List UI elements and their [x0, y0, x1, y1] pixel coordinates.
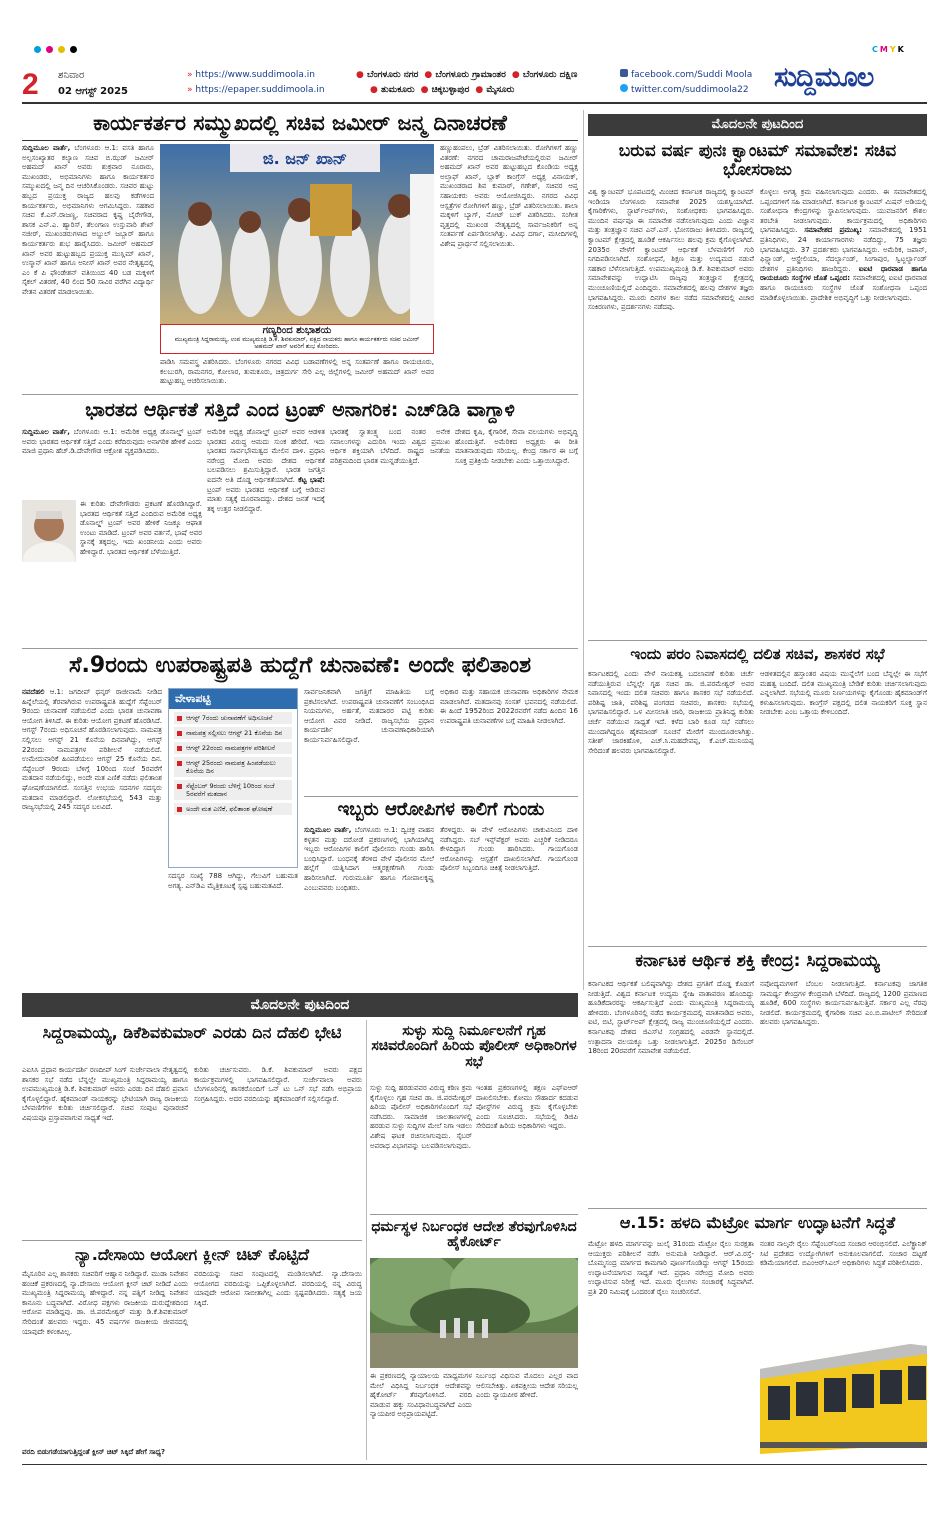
- story2-text-col1: ಸುದ್ದಿಮೂಲ ವಾರ್ತೆ, ಬೆಂಗಳೂರು ಆ.1: ಅಮೆರಿಕ ಅಧ್ಯಕ್ಷ ಡೊನಾಲ್ಡ್ ಟ್ರಂಪ್ ಅವರು ಭಾರತದ ಆರ್ಥಿಕತೆ ಸತ್ತಿದೆ ಎಂದು ಕರೆದಿರುವುದು ಅನಾಗರಿಕ ಹೇಳಿಕೆ ಎಂದು ಮಾಜಿ ಪ್ರಧಾನಿ ಹೆಚ್.ಡಿ.ದೇವೇಗೌಡ ಆಕ್ರೋಶ ವ್ಯಕ್ತಪಡಿಸಿದರು.: [22, 428, 202, 456]
- story2-text-col4: ದೇಶದ ಕೃಷಿ, ಕೈಗಾರಿಕೆ, ಸೇವಾ ವಲಯಗಳು ಅಭಿವೃದ್ಧಿ ಹೊಂದುತ್ತಿವೆ. ಅಮೆರಿಕದ ಅಧ್ಯಕ್ಷರು ಈ ರೀತಿ ಮಾತನಾಡುವುದು ಸರಿಯಲ್ಲ. ಕೇಂದ್ರ ಸರ್ಕಾರ ಈ ಬಗ್ಗೆ ಸೂಕ್ತ ಪ್ರತಿಕ್ರಿಯೆ ನೀಡಬೇಕು ಎಂದು ಒತ್ತಾಯಿಸಿದ್ದಾರೆ.: [455, 428, 578, 465]
- quantum-text-col2: ಕೊಳ್ಳಲು ಅಗತ್ಯ ಕ್ರಮ ವಹಿಸಲಾಗುವುದು ಎಂದರು. ಈ ಸಮಾವೇಶದಲ್ಲಿ ಒಪ್ಪಂದಗಳಿಗೆ ಸಹಿ ಮಾಡಲಾಗಿದೆ. ಕರ್ನಾಟಕ ಕ್ವಾಂಟಮ್ ಮಿಷನ್ ಅಡಿಯಲ್ಲಿ ಸಂಶೋಧನಾ ಕೇಂದ್ರಗಳನ್ನು ಸ್ಥಾಪಿಸಲಾಗುವುದು. ಯುವಜನರಿಗೆ ಕೌಶಲ ತರಬೇತಿ ನೀಡಲಾಗುವುದು. ಕಾರ್ಯಕ್ರಮದಲ್ಲಿ ಅಧಿಕಾರಿಗಳು ಭಾಗವಹಿಸಿದ್ದರು. ಸಮಾವೇಶದ ಪ್ರಮುಖ್ಯ: ಸಮಾವೇಶದಲ್ಲಿ 1951 ಪ್ರತಿನಿಧಿಗಳು, 24 ಕಾರ್ಯಾಗಾರಗಳು ನಡೆದಿದ್ದು, 75 ತಜ್ಞರು ಭಾಗವಹಿಸಿದ್ದರು. 37 ಪ್ರದರ್ಶಕರು ಭಾಗವಹಿಸಿದ್ದರು. ಅಮೆರಿಕ, ಜಪಾನ್, ಫಿನ್ಲ್ಯಾಂಡ್, ಆಸ್ಟ್ರೇಲಿಯಾ, ನೆದರ್ಲ್ಯಾಂಡ್, ಸಿಂಗಾಪುರ, ಸ್ವಿಟ್ಜರ್ಲ್ಯಾಂಡ್ ದೇಶಗಳ ಪ್ರತಿನಿಧಿಗಳು ಹಾಜರಿದ್ದರು. ಐಐಟಿ ಧಾರವಾಡ ಹಾಗೂ ರಾಯಚೂರು ಸಂಸ್ಥೆಗಳ ಜೊತೆ ಒಪ್ಪಂದ: ಸಮಾವೇಶದಲ್ಲಿ ಐಐಟಿ ಧಾರವಾಡ ಹಾಗೂ ರಾಯಚೂರು ಸಂಸ್ಥೆಗಳ ಜೊತೆ ಸಂಶೋಧನಾ ಒಪ್ಪಂದ ಮಾಡಿಕೊಳ್ಳಲಾಯಿತು. ಪ್ರಾದೇಶಿಕ ಅಭಿವೃದ್ಧಿಗೆ ಒತ್ತು ನೀಡಲಾಗುವುದು.: [760, 188, 927, 302]
- facebook-icon: [620, 69, 628, 77]
- page-header: [22, 64, 927, 104]
- devegowda-photo: [22, 500, 76, 562]
- caption-title: ಗಣ್ಯರಿಂದ ಶುಭಾಶಯ: [161, 325, 433, 336]
- story1-headline: ಕಾರ್ಯಕರ್ತರ ಸಮ್ಮುಖದಲ್ಲಿ ಸಚಿವ ಜಮೀರ್ ಜನ್ಮ ದಿನಾಚರಣೆ: [93, 111, 507, 135]
- story4-text-col1: ಸುದ್ದಿಮೂಲ ವಾರ್ತೆ, ಬೆಂಗಳೂರು ಆ.1: ದ್ವಿಚಕ್ರ ವಾಹನ ಕಳ್ಳತನ ಮತ್ತು ದರೋಡೆ ಪ್ರಕರಣಗಳಲ್ಲಿ ಭಾಗಿಯಾಗಿದ್ದ ಇಬ್ಬರು ಆರೋಪಿಗಳ ಕಾಲಿಗೆ ಪೊಲೀಸರು ಗುಂಡು ಹಾರಿಸಿ ಬಂಧಿಸಿದ್ದಾರೆ. ಬಂಧನಕ್ಕೆ ತೆರಳಿದ ವೇಳೆ ಪೊಲೀಸರ ಮೇಲೆ ಹಲ್ಲೆಗೆ ಯತ್ನಿಸಿದಾಗ ಆತ್ಮರಕ್ಷಣೆಗಾಗಿ ಗುಂಡು ಹಾರಿಸಲಾಗಿದೆ. ಗುರುಮೂರ್ತಿ ಹಾಗೂ ಗೋಪಾಲಕೃಷ್ಣ ಎಂಬುವವರು ಬಂಧಿತರು.: [304, 826, 434, 892]
- schedule-item: ಆಗಸ್ಟ್ 22ರಂದು ನಾಮಪತ್ರಗಳ ಪರಿಶೀಲನೆ: [174, 742, 292, 754]
- page-number: 2: [22, 68, 39, 101]
- story3-headline: ಸೆ.9ರಂದು ಉಪರಾಷ್ಟ್ರಪತಿ ಹುದ್ದೆಗೆ ಚುನಾವಣೆ: ಅಂದೇ ಫಲಿತಾಂಶ: [68, 653, 532, 678]
- metro-train-photo: [760, 1334, 927, 1462]
- clean-chit-text-col2: ವರದಿಯನ್ನು ಸಚಿವ ಸಂಪುಟದಲ್ಲಿ ಮಂಡಿಸಲಾಗಿದೆ. ನ್ಯಾ.ದೇಸಾಯಿ ಆಯೋಗದ ವರದಿಯನ್ನು ಒಪ್ಪಿಕೊಳ್ಳಲಾಗಿದೆ. ವರದಿಯಲ್ಲಿ ನನ್ನ ವಿರುದ್ಧ ಯಾವುದೇ ಆರೋಪ ಸಾಬೀತಾಗಿಲ್ಲ ಎಂದು ಸ್ಪಷ್ಟಪಡಿಸಿದರು. ಸತ್ಯಕ್ಕೆ ಜಯ ಸಿಕ್ಕಿದೆ.: [194, 1270, 362, 1307]
- delhi-visit-headline: ಸಿದ್ದರಾಮಯ್ಯ, ಡಿಕೆಶಿವಕುಮಾರ್ ಎರಡು ದಿನ ದೆಹಲಿ ಭೇಟಿ: [42, 1023, 342, 1042]
- epaper-link[interactable]: » https://epaper.suddimoola.in: [187, 83, 325, 98]
- schedule-item: ಆಗಸ್ಟ್ 25ರಂದು ನಾಮಪತ್ರ ಹಿಂಪಡೆಯಲು ಕೊನೆಯ ದಿನ: [174, 757, 292, 777]
- region-item: ● ತುಮಕೂರು: [370, 85, 415, 95]
- quantum-headline: ಬರುವ ವರ್ಷ ಪುನಃ ಕ್ವಾಂಟಮ್ ಸಮಾವೇಶ: ಸಚಿವ ಭೋಸರಾಜು: [618, 141, 897, 180]
- clean-chit-footnote: ವರದಿ ಬಿಡುಗಡೆಯಾಗುತ್ತಿದ್ದಂತೆ ಕ್ಲೀನ್ ಚಿಟ್ ಸಿಕ್ಕಿದೆ ಹೇಗೆ ಸಾಧ್ಯ?: [22, 1448, 166, 1456]
- story1-photo: [160, 144, 434, 324]
- story2-subhead: ಕೆಟ್ಟ ಭಾಷೆ:: [298, 475, 325, 484]
- karnataka-economy-headline: ಕರ್ನಾಟಕ ಆರ್ಥಿಕ ಶಕ್ತಿ ಕೇಂದ್ರ: ಸಿದ್ದರಾಮಯ್ಯ: [635, 951, 880, 971]
- story2-text-col1b: ಈ ಕುರಿತು ದೇವೇಗೌಡರು ಪ್ರಕಟಣೆ ಹೊರಡಿಸಿದ್ದಾರೆ. ಭಾರತದ ಆರ್ಥಿಕತೆ ಸತ್ತಿದೆ ಎಂದಿರುವ ಅಮೆರಿಕ ಅಧ್ಯಕ್ಷ ಡೊನಾಲ್ಡ್ ಟ್ರಂಪ್ ಅವರ ಹೇಳಿಕೆ ನಿಜಕ್ಕೂ ಆಘಾತ ಉಂಟು ಮಾಡಿದೆ. ಟ್ರಂಪ್ ಅವರ ವರ್ತನೆ, ಭಾಷೆ ಅವರ ಸ್ಥಾನಕ್ಕೆ ತಕ್ಕದಲ್ಲ. ಇದು ಖಂಡನೀಯ ಎಂದು ಅವರು ಹೇಳಿದ್ದಾರೆ. ಭಾರತದ ಆರ್ಥಿಕತೆ ಬೆಳೆಯುತ್ತಿದೆ.: [80, 500, 202, 556]
- dharmasthala-text-col1: ಈ ಪ್ರಕರಣದಲ್ಲಿ ನ್ಯಾಯಾಲಯ ಮಾಧ್ಯಮಗಳ ಮೇಲೆ ವಿಧಿಸಿದ್ದ ನಿರ್ಬಂಧಕ ಆದೇಶವನ್ನು ಹೈಕೋರ್ಟ್ ತೆರವುಗೊಳಿಸಿದೆ. ವರದಿ ಮಾಡುವ ಹಕ್ಕು ಸಂವಿಧಾನಬದ್ಧವಾಗಿದೆ ಎಂದು ನ್ಯಾಯಪೀಠ ಅಭಿಪ್ರಾಯಪಟ್ಟಿದೆ.: [370, 1372, 472, 1419]
- fake-news-headline: ಸುಳ್ಳು ಸುದ್ದಿ ನಿರ್ಮೂಲನೆಗೆ ಗೃಹ ಸಚಿವರೊಂದಿಗೆ ಹಿರಿಯ ಪೊಲೀಸ್ ಅಧಿಕಾರಿಗಳ ಸಭೆ: [371, 1023, 577, 1070]
- clean-chit-headline: ನ್ಯಾ.ದೇಸಾಯಿ ಆಯೋಗ ಕ್ಲೀನ್ ಚಿಟ್ ಕೊಟ್ಟಿದೆ: [74, 1245, 310, 1264]
- black-dot: [70, 46, 77, 53]
- quantum-subhead-2: ಐಐಟಿ ಧಾರವಾಡ ಹಾಗೂ ರಾಯಚೂರು ಸಂಸ್ಥೆಗಳ ಜೊತೆ ಒಪ್ಪಂದ:: [760, 264, 927, 283]
- story3-text-col2: ಸಾರ್ವಜನಿಕವಾಗಿ ಜಗತ್ತಿಗೆ ಮಾಹಿತಿಯ ಬಗ್ಗೆ ಪ್ರಕಟಿಸಲಾಗಿದೆ. ಉಪರಾಷ್ಟ್ರಪತಿ ಚುನಾವಣೆಗೆ ಸಂಬಂಧಿಸಿದ ನಿಯಮಗಳು, ಅರ್ಹತೆ, ಮತದಾರರ ಪಟ್ಟಿ ಕುರಿತು ಆಯೋಗ ವಿವರ ನೀಡಿದೆ. ರಾಜ್ಯಸಭೆಯ ಪ್ರಧಾನ ಕಾರ್ಯದರ್ಶಿ ಚುನಾವಣಾಧಿಕಾರಿಯಾಗಿ ಕಾರ್ಯನಿರ್ವಹಿಸಲಿದ್ದಾರೆ.: [304, 688, 434, 744]
- social-links: [620, 68, 752, 98]
- karnataka-economy-text-col1: ಕರ್ನಾಟಕದ ಆರ್ಥಿಕತೆ ಬಲಿಷ್ಠವಾಗಿದ್ದು ದೇಶದ ಪ್ರಗತಿಗೆ ದೊಡ್ಡ ಕೊಡುಗೆ ನೀಡುತ್ತಿದೆ. ವಿಶ್ವದ ಕರ್ನಾಟಕ ಉದ್ಯಮ ಸ್ನೇಹಿ ವಾತಾವರಣ ಹೊಂದಿದ್ದು ಹೂಡಿಕೆದಾರರನ್ನು ಆಕರ್ಷಿಸುತ್ತಿದೆ ಎಂದು ಮುಖ್ಯಮಂತ್ರಿ ಸಿದ್ದರಾಮಯ್ಯ ಹೇಳಿದರು. ಬೆಂಗಳೂರಿನಲ್ಲಿ ನಡೆದ ಕಾರ್ಯಕ್ರಮದಲ್ಲಿ ಮಾತನಾಡಿದ ಅವರು, ಐಟಿ, ಬಿಟಿ, ಸ್ಟಾರ್ಟ್‌ಅಪ್ ಕ್ಷೇತ್ರದಲ್ಲಿ ರಾಜ್ಯ ಮುಂಚೂಣಿಯಲ್ಲಿದೆ ಎಂದರು. ಕರ್ನಾಟಕವು ದೇಶದ ಜಿಎಸ್‌ಟಿ ಸಂಗ್ರಹದಲ್ಲಿ ಎರಡನೇ ಸ್ಥಾನದಲ್ಲಿದೆ. ಉತ್ಪಾದನಾ ವಲಯಕ್ಕೂ ಒತ್ತು ನೀಡಲಾಗುತ್ತಿದೆ. 2025ರ ಡಿಸೆಂಬರ್ 18ರಿಂದ 20ರವರೆಗೆ ಸಮಾವೇಶ ನಡೆಯಲಿದೆ.: [588, 980, 754, 1056]
- metro-text-col1: ಮೆಟ್ರೋ ಹಳದಿ ಮಾರ್ಗವನ್ನು ಜುಲೈ 31ರಂದು ಮೆಟ್ರೋ ರೈಲು ಸುರಕ್ಷತಾ ಆಯುಕ್ತರು ಪರಿಶೀಲನೆ ನಡೆಸಿ ಅನುಮತಿ ನೀಡಿದ್ದಾರೆ. ಆರ್.ವಿ.ರಸ್ತೆ-ಬೊಮ್ಮಸಂದ್ರ ಮಾರ್ಗದ ಕಾಮಗಾರಿ ಪೂರ್ಣಗೊಂಡಿದ್ದು ಆಗಸ್ಟ್ 15ರಂದು ಉದ್ಘಾಟನೆಯಾಗುವ ಸಾಧ್ಯತೆ ಇದೆ. ಪ್ರಧಾನಿ ನರೇಂದ್ರ ಮೋದಿ ಅವರು ಉದ್ಘಾಟಿಸುವ ನಿರೀಕ್ಷೆ ಇದೆ. ಮೂರು ರೈಲುಗಳು ಸಂಚಾರಕ್ಕೆ ಸಿದ್ಧವಾಗಿವೆ. ಪ್ರತಿ 20 ನಿಮಿಷಕ್ಕೆ ಒಂದರಂತೆ ರೈಲು ಸಂಚರಿಸಲಿವೆ.: [588, 1240, 754, 1296]
- story4-text-col2: ತೆರಳಿದ್ದರು. ಈ ವೇಳೆ ಆರೋಪಿಗಳು ಚಾಕುವಿನಿಂದ ದಾಳಿ ನಡೆಸಿದ್ದರು. ಸಬ್ ಇನ್ಸ್‌ಪೆಕ್ಟರ್ ಅವರು ಎಚ್ಚರಿಕೆ ನೀಡಿದರೂ ಕೇಳದಿದ್ದಾಗ ಗುಂಡು ಹಾರಿಸಿದರು. ಗಾಯಗೊಂಡ ಆರೋಪಿಗಳನ್ನು ಆಸ್ಪತ್ರೆಗೆ ದಾಖಲಿಸಲಾಗಿದೆ. ಗಾಯಗೊಂಡ ಪೊಲೀಸ್ ಸಿಬ್ಬಂದಿಗೂ ಚಿಕಿತ್ಸೆ ನೀಡಲಾಗುತ್ತಿದೆ.: [440, 826, 578, 873]
- clean-chit-text-col1: ಮೈಸೂರಿನ ಎಲ್ಲ ಶಾಸಕರು ಸಚಿವರಿಗೆ ಆಹ್ವಾನ ನೀಡಿದ್ದಾರೆ. ಮುಡಾ ನಿವೇಶನ ಹಂಚಿಕೆ ಪ್ರಕರಣದಲ್ಲಿ ನ್ಯಾ.ದೇಸಾಯಿ ಆಯೋಗ ಕ್ಲೀನ್ ಚಿಟ್ ನೀಡಿದೆ ಎಂದು ಮುಖ್ಯಮಂತ್ರಿ ಸಿದ್ದರಾಮಯ್ಯ ಹೇಳಿದ್ದಾರೆ. ನನ್ನ ಪತ್ನಿಗೆ ನೀಡಿದ್ದ ನಿವೇಶನ ಕಾನೂನು ಬದ್ಧವಾಗಿದೆ. ವಿರೋಧ ಪಕ್ಷಗಳು ರಾಜಕೀಯ ದುರುದ್ದೇಶದಿಂದ ಆರೋಪ ಮಾಡಿದ್ದವು. ಡಾ. ಜಿ.ಪರಮೇಶ್ವರ್ ಮತ್ತು ಡಿ.ಕೆ.ಶಿವಕುಮಾರ್ ಸೇರಿದಂತೆ ಹಲವರು ಇದ್ದರು. 45 ವರ್ಷಗಳ ರಾಜಕೀಯ ಜೀವನದಲ್ಲಿ ಯಾವುದೇ ಕಳಂಕವಿಲ್ಲ.: [22, 1270, 188, 1336]
- story2-headline: ಭಾರತದ ಆರ್ಥಿಕತೆ ಸತ್ತಿದೆ ಎಂದ ಟ್ರಂಪ್ ಅನಾಗರಿಕ: ಎಚ್‌ಡಿಡಿ ವಾಗ್ದಾಳಿ: [85, 399, 515, 421]
- yellow-dot: [58, 46, 65, 53]
- schedule-item: ನಾಮಪತ್ರ ಸಲ್ಲಿಸಲು ಆಗಸ್ಟ್ 21 ಕೊನೆಯ ದಿನ: [174, 727, 292, 739]
- schedule-box: [168, 688, 298, 868]
- dalit-meeting-headline: ಇಂದು ಪರಂ ನಿವಾಸದಲ್ಲಿ ದಲಿತ ಸಚಿವ, ಶಾಸಕರ ಸಭೆ: [630, 645, 885, 663]
- section-bar-right: ಮೊದಲನೇ ಪುಟದಿಂದ: [588, 114, 927, 136]
- region-list: [356, 68, 583, 98]
- story2-text-col2: ಅಮೆರಿಕ ಅಧ್ಯಕ್ಷ ಡೊನಾಲ್ಡ್ ಟ್ರಂಪ್ ಅವರ ಆಡಳಿತ ಭಾರತದ ವಿರುದ್ಧ ಆಮದು ಸುಂಕ ಹೇರಿದೆ. ಇದು ಭಾರತದ ಸಾರ್ವಭೌಮತ್ವದ ಮೇಲಿನ ದಾಳಿ. ಪ್ರಧಾನಿ ನರೇಂದ್ರ ಮೋದಿ ಅವರು ದೇಶದ ಆರ್ಥಿಕತೆ ಬಲಪಡಿಸಲು ಶ್ರಮಿಸುತ್ತಿದ್ದಾರೆ. ಭಾರತ ಜಗತ್ತಿನ ಐದನೇ ಅತಿ ದೊಡ್ಡ ಆರ್ಥಿಕತೆಯಾಗಿದೆ. ಕೆಟ್ಟ ಭಾಷೆ: ಟ್ರಂಪ್ ಅವರು ಭಾರತದ ಆರ್ಥಿಕತೆ ಬಗ್ಗೆ ಆಡಿರುವ ಮಾತು ಸತ್ಯಕ್ಕೆ ದೂರವಾದದ್ದು. ದೇಶದ ಜನತೆ ಇದಕ್ಕೆ ತಕ್ಕ ಉತ್ತರ ನೀಡಲಿದ್ದಾರೆ.: [207, 428, 325, 513]
- dharmasthala-photo: [370, 1258, 578, 1368]
- schedule-item: ಆಗಸ್ಟ್ 7ರಂದು ಚುನಾವಣೆಗೆ ಅಧಿಸೂಚನೆ: [174, 712, 292, 724]
- photo-banner-text: ಜಿ. ಜನ್ ಖಾನ್: [262, 149, 348, 168]
- metro-headline: ಆ.15: ಹಳದಿ ಮೆಟ್ರೋ ಮಾರ್ಗ ಉದ್ಘಾಟನೆಗೆ ಸಿದ್ಧತೆ: [619, 1213, 896, 1232]
- dharmasthala-headline: ಧರ್ಮಸ್ಥಳ ನಿರ್ಬಂಧಕ ಆದೇಶ ತೆರವುಗೊಳಿಸಿದ ಹೈಕೋರ್ಟ್: [371, 1219, 577, 1251]
- caption-text: ಮುಖ್ಯಮಂತ್ರಿ ಸಿದ್ದರಾಮಯ್ಯ, ಉಪ ಮುಖ್ಯಮಂತ್ರಿ ಡಿ.ಕೆ. ಶಿವಕುಮಾರ್, ಪಕ್ಷದ ನಾಯಕರು ಹಾಗೂ ಕಾರ್ಯಕರ್ತರು ಸಚಿವ ಜಮೀರ್ ಅಹಮದ್ ಖಾನ್ ಅವರಿಗೆ ಶುಭ ಕೋರಿದರು.: [174, 336, 420, 350]
- story3-text-col1: ನವದೆಹಲಿ ಆ.1: ಜಗದೀಪ್ ಧನ್ಕರ್ ರಾಜೀನಾಮೆ ನೀಡಿದ ಹಿನ್ನೆಲೆಯಲ್ಲಿ ತೆರವಾಗಿರುವ ಉಪರಾಷ್ಟ್ರಪತಿ ಹುದ್ದೆಗೆ ಸೆಪ್ಟೆಂಬರ್ 9ರಂದು ಚುನಾವಣೆ ನಡೆಯಲಿದೆ ಎಂದು ಭಾರತ ಚುನಾವಣಾ ಆಯೋಗ ತಿಳಿಸಿದೆ. ಈ ಕುರಿತು ಆಯೋಗ ಪ್ರಕಟಣೆ ಹೊರಡಿಸಿದೆ. ಆಗಸ್ಟ್ 7ರಂದು ಅಧಿಸೂಚನೆ ಹೊರಡಿಸಲಾಗುವುದು. ನಾಮಪತ್ರ ಸಲ್ಲಿಸಲು ಆಗಸ್ಟ್ 21 ಕೊನೆಯ ದಿನವಾಗಿದ್ದು, ಆಗಸ್ಟ್ 22ರಂದು ನಾಮಪತ್ರಗಳ ಪರಿಶೀಲನೆ ನಡೆಯಲಿದೆ. ಉಮೇದುವಾರಿಕೆ ಹಿಂಪಡೆಯಲು ಆಗಸ್ಟ್ 25 ಕೊನೆಯ ದಿನ. ಸೆಪ್ಟೆಂಬರ್ 9ರಂದು ಬೆಳಿಗ್ಗೆ 10ರಿಂದ ಸಂಜೆ 5ರವರೆಗೆ ಮತದಾನ ನಡೆಯಲಿದ್ದು, ಅಂದೇ ಮತ ಎಣಿಕೆ ನಡೆದು ಫಲಿತಾಂಶ ಘೋಷಣೆಯಾಗಲಿದೆ. ಸಂಸತ್ತಿನ ಉಭಯ ಸದನಗಳ ಸದಸ್ಯರು ಮತದಾನ ಮಾಡಲಿದ್ದಾರೆ. ಲೋಕಸಭೆಯಲ್ಲಿ 543 ಮತ್ತು ರಾಜ್ಯಸಭೆಯಲ್ಲಿ 245 ಸದಸ್ಯರ ಬಲವಿದೆ.: [22, 688, 162, 812]
- schedule-title: ವೇಳಾಪಟ್ಟಿ: [169, 689, 297, 709]
- facebook-link[interactable]: facebook.com/Suddi Moola: [620, 68, 752, 83]
- section-bar-bottom: ಮೊದಲನೇ ಪುಟದಿಂದ: [22, 993, 578, 1017]
- story3-text-col1b: ಸದಸ್ಯರ ಸಂಖ್ಯೆ 788 ಆಗಿದ್ದು, ಗೆಲುವಿಗೆ ಬಹುಮತ ಅಗತ್ಯ. ಎನ್‌ಡಿಎ ಮೈತ್ರಿಕೂಟಕ್ಕೆ ಸ್ಪಷ್ಟ ಬಹುಮತವಿದೆ.: [168, 872, 298, 890]
- website-link[interactable]: » https://www.suddimoola.in: [187, 68, 325, 83]
- karnataka-economy-text-col2: ನವೋದ್ಯಮಗಳಿಗೆ ಬೆಂಬಲ ನೀಡಲಾಗುತ್ತಿದೆ. ಕರ್ನಾಟಕವು ಜಾಗತಿಕ ಸಾಮರ್ಥ್ಯ ಕೇಂದ್ರಗಳ ಕೇಂದ್ರವಾಗಿ ಬೆಳೆದಿದೆ. ರಾಜ್ಯದಲ್ಲಿ 1200 ಪ್ರಮಾಣದ ಹೂಡಿಕೆ, 600 ಸಂಸ್ಥೆಗಳು ಕಾರ್ಯನಿರ್ವಹಿಸುತ್ತಿವೆ. ಸರ್ಕಾರ ಎಲ್ಲ ನೆರವು ನೀಡಲಿದೆ. ಕಾರ್ಯಕ್ರಮದಲ್ಲಿ ಕೈಗಾರಿಕಾ ಸಚಿವ ಎಂ.ಬಿ.ಪಾಟೀಲ್ ಸೇರಿದಂತೆ ಹಲವರು ಭಾಗವಹಿಸಿದ್ದರು.: [760, 980, 927, 1027]
- schedule-item: ಅಂದೇ ಮತ ಎಣಿಕೆ, ಫಲಿತಾಂಶ ಘೋಷಣೆ: [174, 803, 292, 815]
- region-item: ● ಮೈಸೂರು: [475, 85, 514, 95]
- twitter-link[interactable]: twitter.com/suddimoola22: [620, 83, 752, 98]
- fake-news-text-col2: ಇಂತಹ ಪ್ರಕರಣಗಳಲ್ಲಿ ತಕ್ಷಣ ಎಫ್‌ಐಆರ್ ದಾಖಲಿಸಬೇಕು. ಕೋಮು ಸೌಹಾರ್ದ ಕದಡುವ ಪೋಸ್ಟ್‌ಗಳ ವಿರುದ್ಧ ಕ್ರಮ ಕೈಗೊಳ್ಳಬೇಕು ಎಂದು ಸೂಚಿಸಿದರು. ಸಭೆಯಲ್ಲಿ ಡಿಜಿಪಿ ಸೇರಿದಂತೆ ಹಿರಿಯ ಅಧಿಕಾರಿಗಳು ಇದ್ದರು.: [476, 1084, 578, 1131]
- twitter-icon: [620, 84, 628, 92]
- metro-text-col2: ನಂತರ ನಾಲ್ಕನೇ ರೈಲು ಸೆಪ್ಟೆಂಬರ್‌ನಿಂದ ಸಂಚಾರ ಆರಂಭಿಸಲಿದೆ. ಎಲೆಕ್ಟ್ರಾನಿಕ್ ಸಿಟಿ ಪ್ರದೇಶದ ಉದ್ಯೋಗಿಗಳಿಗೆ ಅನುಕೂಲವಾಗಲಿದೆ. ಸಂಚಾರ ದಟ್ಟಣೆ ಕಡಿಮೆಯಾಗಲಿದೆ. ಬಿಎಂಆರ್‌ಸಿಎಲ್ ಅಧಿಕಾರಿಗಳು ಸಿದ್ಧತೆ ಪರಿಶೀಲಿಸಿದರು.: [760, 1240, 927, 1268]
- magenta-dot: [46, 46, 53, 53]
- story1-text-col1: ಸುದ್ದಿಮೂಲ ವಾರ್ತೆ, ಬೆಂಗಳೂರು ಆ.1: ವಸತಿ ಹಾಗೂ ಅಲ್ಪಸಂಖ್ಯಾತರ ಕಲ್ಯಾಣ ಸಚಿವ ಬಿ.ಝಡ್ ಜಮೀರ್ ಅಹಮದ್ ಖಾನ್ ಅವರು ಶುಕ್ರವಾರ ನೂರಾರು, ಮುಖಂಡರು, ಅಭಿಮಾನಿಗಳು ಹಾಗೂ ಕಾರ್ಯಕರ್ತರ ಸಮ್ಮುಖದಲ್ಲಿ ಜನ್ಮ ದಿನ ಆಚರಿಸಿಕೊಂಡರು. ಸಚಿವರ ಹುಟ್ಟು ಹಬ್ಬದ ಪ್ರಯುಕ್ತ ರಾಜ್ಯದ ಹಲವು ಕಡೆಗಳಿಂದ ಕಾರ್ಯಕರ್ತರು, ಅಭಿಮಾನಿಗಳು ಆಗಮಿಸಿದ್ದರು. ಸಹಕಾರ ಸಚಿವ ಕೆ.ಎನ್.ರಾಜಣ್ಣ, ಸಚಿವರಾದ ಕೃಷ್ಣ ಬೈರೇಗೌಡ, ಶಾಸಕ ಎನ್.ಎ. ಹ್ಯಾರಿಸ್, ತೆಲಂಗಾಣ ಉಸ್ತುವಾರಿ ಶೇಖ್ ನಜೀರ್, ಮುಖಂಡರುಗಳಾದ ಅಬ್ದುಲ್ ಜಬ್ಬಾರ್ ಹಾಗೂ ಕಾರ್ಯಕರ್ತರು ಶುಭ ಹಾರೈಸಿದರು. ಜಮೀರ್ ಅಹಮದ್ ಖಾನ್ ಅವರ ಹುಟ್ಟುಹಬ್ಬದ ಪ್ರಯುಕ್ತ ಮುಸ್ಲಿಮ್ ಖಾನ್, ಉಸ್ಮಾನ್ ಖಾನ್ ಹಾಗೂ ಅನೀಸ್ ಖಾನ್ ಅವರ ನೇತೃತ್ವದಲ್ಲಿ ಎಂ ಕೆ ಪಿ ಫೌಂಡೇಶನ್ ವತಿಯಿಂದ 40 ಬಡ ಮಕ್ಕಳಿಗೆ ಸೈಕಲ್ ವಿತರಣೆ, 40 ಲಿಂದ 50 ಸಾವಿರ ವರೆಗಿನ ವಿದ್ಯಾರ್ಥಿ ವೇತನ ವಿತರಣೆ ಮಾಡಲಾಯಿತು.: [22, 144, 154, 296]
- dalit-meeting-text-col2: ಆಡಳಿತದಲ್ಲಿನ ಹಸ್ತಾಂತರ ವಿಷಯ ಮುನ್ನೆಲೆಗೆ ಬಂದ ಬೆನ್ನಲ್ಲೇ ಈ ಸಭೆಗೆ ಮಹತ್ವ ಬಂದಿದೆ. ದಲಿತ ಮುಖ್ಯಮಂತ್ರಿ ಬೇಡಿಕೆ ಕುರಿತು ಚರ್ಚಿಸಲಾಗುವುದು ಎನ್ನಲಾಗಿದೆ. ಸಭೆಯಲ್ಲಿ ಮೂರು ನಿರ್ಣಯಗಳನ್ನು ಕೈಗೊಂಡು ಹೈಕಮಾಂಡ್‌ಗೆ ಕಳುಹಿಸಲಾಗುವುದು. ಕಾಂಗ್ರೆಸ್ ಪಕ್ಷದಲ್ಲಿ ದಲಿತ ನಾಯಕರಿಗೆ ಸೂಕ್ತ ಸ್ಥಾನ ನೀಡಬೇಕು ಎಂಬ ಒತ್ತಾಯ ಕೇಳಿಬಂದಿದೆ.: [760, 670, 927, 717]
- region-item: ● ಬೆಂಗಳೂರು ನಗರ: [356, 70, 418, 80]
- story2-text-col3: ಭಾರತಕ್ಕೆ ಸ್ವಾತಂತ್ರ್ಯ ಬಂದ ನಂತರ ಅನೇಕ ಸವಾಲುಗಳನ್ನು ಎದುರಿಸಿ ಇಂದು ವಿಶ್ವದ ಪ್ರಮುಖ ಆರ್ಥಿಕ ಶಕ್ತಿಯಾಗಿ ಬೆಳೆದಿದೆ. ರಾಷ್ಟ್ರದ ಜನತೆಯ ಪರಿಶ್ರಮದಿಂದ ಭಾರತ ಮುನ್ನಡೆಯುತ್ತಿದೆ.: [330, 428, 450, 465]
- cmyk-mark: CMYK: [872, 45, 906, 54]
- page-date: 02 ಆಗಸ್ಟ್ 2025: [58, 86, 128, 97]
- fake-news-text-col1: ಸುಳ್ಳು ಸುದ್ದಿ ಹರಡುವವರ ವಿರುದ್ಧ ಕಠಿಣ ಕ್ರಮ ಕೈಗೊಳ್ಳಲು ಗೃಹ ಸಚಿವ ಡಾ. ಜಿ.ಪರಮೇಶ್ವರ್ ಹಿರಿಯ ಪೊಲೀಸ್ ಅಧಿಕಾರಿಗಳೊಂದಿಗೆ ಸಭೆ ನಡೆಸಿದರು. ಸಾಮಾಜಿಕ ಜಾಲತಾಣಗಳಲ್ಲಿ ಹರಡುವ ಸುಳ್ಳು ಸುದ್ದಿಗಳ ಮೇಲೆ ನಿಗಾ ಇಡಲು ವಿಶೇಷ ಘಟಕ ರಚಿಸಲಾಗುವುದು. ಸೈಬರ್ ಅಪರಾಧ ವಿಭಾಗವನ್ನು ಬಲಪಡಿಸಲಾಗುವುದು.: [370, 1084, 472, 1150]
- region-item: ● ಬೆಂಗಳೂರು ದಕ್ಷಿಣ: [512, 70, 578, 80]
- delhi-visit-text-col2: ಕುರಿತು ಚರ್ಚಿಸುವರು. ಡಿ.ಕೆ. ಶಿವಕುಮಾರ್ ಅವರು ಪಕ್ಷದ ಕಾರ್ಯಕ್ರಮಗಳಲ್ಲಿ ಭಾಗವಹಿಸಲಿದ್ದಾರೆ. ಸುರ್ಜೇವಾಲಾ ಅವರು ಬೆಂಗಳೂರಿನಲ್ಲಿ ಶಾಸಕರೊಂದಿಗೆ ಒನ್ ಟು ಒನ್ ಸಭೆ ನಡೆಸಿ ಅಭಿಪ್ರಾಯ ಸಂಗ್ರಹಿಸಿದ್ದರು. ಅದರ ವರದಿಯನ್ನು ಹೈಕಮಾಂಡ್‌ಗೆ ಸಲ್ಲಿಸಲಿದ್ದಾರೆ.: [194, 1066, 362, 1103]
- region-item: ● ಬೆಂಗಳೂರು ಗ್ರಾಮಾಂತರ: [424, 70, 505, 80]
- registration-dots: [34, 46, 77, 53]
- quantum-text-col1: ವಿಶ್ವ ಕ್ವಾಂಟಮ್ ಭೂಪಟದಲ್ಲಿ ಮಿಂಚಿದ ಕರ್ನಾಟಕ ರಾಜ್ಯದಲ್ಲಿ ಕ್ವಾಂಟಮ್ ಇಂಡಿಯಾ ಬೆಂಗಳೂರು ಸಮಾವೇಶ 2025 ಯಶಸ್ವಿಯಾಗಿದೆ. ಕೈಗಾರಿಕೆಗಳು, ಸ್ಟಾರ್ಟ್‌ಅಪ್‌ಗಳು, ಸಂಶೋಧಕರು ಭಾಗವಹಿಸಿದ್ದರು. ಮುಂದಿನ ವರ್ಷವೂ ಈ ಸಮಾವೇಶ ನಡೆಸಲಾಗುವುದು ಎಂದು ವಿಜ್ಞಾನ ಮತ್ತು ತಂತ್ರಜ್ಞಾನ ಸಚಿವ ಎನ್.ಎಸ್. ಭೋಸರಾಜು ತಿಳಿಸಿದರು. ರಾಜ್ಯದಲ್ಲಿ ಕ್ವಾಂಟಮ್ ಕ್ಷೇತ್ರದಲ್ಲಿ ಹೂಡಿಕೆ ಆಕರ್ಷಿಸಲು ಹಲವು ಕ್ರಮ ಕೈಗೊಳ್ಳಲಾಗಿದೆ. 2035ರ ವೇಳೆಗೆ ಕ್ವಾಂಟಮ್ ಆರ್ಥಿಕತೆ ಬೆಳವಣಿಗೆಗೆ ಗುರಿ ನಿಗದಿಪಡಿಸಲಾಗಿದೆ. ಸಂಶೋಧನೆ, ಶಿಕ್ಷಣ ಮತ್ತು ಉದ್ಯಮದ ನಡುವೆ ಸಹಕಾರ ಬೆಳೆಸಲಾಗುತ್ತಿದೆ. ಉಪಮುಖ್ಯಮಂತ್ರಿ ಡಿ.ಕೆ. ಶಿವಕುಮಾರ್ ಅವರು ಸಮಾವೇಶವನ್ನು ಉದ್ಘಾಟಿಸಿ ರಾಜ್ಯವು ತಂತ್ರಜ್ಞಾನ ಕ್ಷೇತ್ರದಲ್ಲಿ ಮುಂಚೂಣಿಯಲ್ಲಿದೆ ಎಂದಿದ್ದರು. ಸಮಾವೇಶದಲ್ಲಿ ಹಲವು ದೇಶಗಳ ತಜ್ಞರು ಭಾಗವಹಿಸಿದ್ದರು. ಮೂರು ದಿನಗಳ ಕಾಲ ನಡೆದ ಸಮಾವೇಶದಲ್ಲಿ ವಿಚಾರ ಸಂಕಿರಣಗಳು, ಪ್ರದರ್ಶನಗಳು ನಡೆದವು.: [588, 188, 754, 312]
- quantum-subhead-1: ಸಮಾವೇಶದ ಪ್ರಮುಖ್ಯ:: [804, 226, 862, 235]
- story1-text-col3: ಪಾಡಿಸಿ ಸಮವಸ್ತ್ರ ವಿತರಿಸಿದರು. ಬೆಂಗಳೂರು ನಗರದ ವಿವಿಧ ಬಡಾವಣೆಗಳಲ್ಲಿ ಅನ್ನ ಸಂತರ್ಪಣೆ ಹಾಗೂ ರಾಯಚೂರು, ಕಲಬುರಗಿ, ರಾಮನಗರ, ಕೋಲಾರ, ತುಮಕೂರು, ಚಿತ್ರದುರ್ಗ ಸೇರಿ ಎಲ್ಲ ಜಿಲ್ಲೆಗಳಲ್ಲಿ ಜಮೀರ್ ಅಹಮದ್ ಖಾನ್ ಅವರ ಹುಟ್ಟುಹಬ್ಬ ಆಚರಿಸಲಾಯಿತು.: [160, 358, 434, 386]
- page-day: ಶನಿವಾರ: [58, 70, 85, 81]
- dharmasthala-text-col2: ನಿರ್ಬಂಧ ವಿಧಿಸುವ ಮೊದಲು ಎಲ್ಲರ ವಾದ ಆಲಿಸಬೇಕಿತ್ತು. ಏಕಪಕ್ಷೀಯ ಆದೇಶ ಸರಿಯಲ್ಲ ಎಂದು ನ್ಯಾಯಪೀಠ ಹೇಳಿದೆ.: [476, 1372, 578, 1400]
- cyan-dot: [34, 46, 41, 53]
- region-item: ● ಚಿಕ್ಕಬಳ್ಳಾಪುರ: [421, 85, 470, 95]
- dalit-meeting-text-col1: ಕರ್ನಾಟಕದಲ್ಲಿ ಎಂದು ವೇಳೆ ನಾಯಕತ್ವ ಬದಲಾವಣೆ ಕುರಿತು ಚರ್ಚೆ ನಡೆಯುತ್ತಿರುವ ಬೆನ್ನಲ್ಲೇ ಗೃಹ ಸಚಿವ ಡಾ. ಜಿ.ಪರಮೇಶ್ವರ್ ಅವರ ನಿವಾಸದಲ್ಲಿ ಇಂದು ದಲಿತ ಸಚಿವರು ಹಾಗೂ ಶಾಸಕರ ಸಭೆ ನಡೆಯಲಿದೆ. ಪರಿಶಿಷ್ಟ ಜಾತಿ, ಪರಿಶಿಷ್ಟ ಪಂಗಡದ ಸಚಿವರು, ಶಾಸಕರು ಸಭೆಯಲ್ಲಿ ಭಾಗವಹಿಸಲಿದ್ದಾರೆ. ಒಳ ಮೀಸಲಾತಿ ಜಾರಿ, ರಾಜಕೀಯ ಪ್ರಾತಿನಿಧ್ಯ ಕುರಿತು ಚರ್ಚೆ ನಡೆಯುವ ಸಾಧ್ಯತೆ ಇದೆ. ಕಳೆದ ಬಾರಿ ಕೂಡ ಸಭೆ ನಡೆಸಲು ಮುಂದಾಗಿದ್ದರೂ ಹೈಕಮಾಂಡ್ ಸೂಚನೆ ಮೇರೆಗೆ ಮುಂದೂಡಲಾಗಿತ್ತು. ಸತೀಶ್ ಜಾರಕಿಹೊಳಿ, ಎಚ್.ಸಿ.ಮಹದೇವಪ್ಪ, ಕೆ.ಎಚ್.ಮುನಿಯಪ್ಪ ಸೇರಿದಂತೆ ಹಲವರು ಭಾಗವಹಿಸಲಿದ್ದಾರೆ.: [588, 670, 754, 755]
- story1-photo-caption: [160, 324, 434, 354]
- schedule-item: ಸೆಪ್ಟೆಂಬರ್ 9ರಂದು ಬೆಳಿಗ್ಗೆ 10ರಿಂದ ಸಂಜೆ 5ರವರೆಗೆ ಮತದಾನ: [174, 780, 292, 800]
- story3-text-col3: ಅಧಿಕಾರ ಮತ್ತು ಸಹಾಯಕ ಚುನಾವಣಾ ಅಧಿಕಾರಿಗಳ ನೇಮಕ ಮಾಡಲಾಗಿದೆ. ಮತದಾನವು ಸಂಸತ್ ಭವನದಲ್ಲಿ ನಡೆಯಲಿದೆ. ಈ ಹಿಂದೆ 1952ರಿಂದ 2022ರವರೆಗೆ ನಡೆದ ಹಿಂದಿನ 16 ಉಪರಾಷ್ಟ್ರಪತಿ ಚುನಾವಣೆಗಳ ಬಗ್ಗೆ ಮಾಹಿತಿ ನೀಡಲಾಗಿದೆ.: [440, 688, 578, 725]
- story4-headline: ಇಬ್ಬರು ಆರೋಪಿಗಳ ಕಾಲಿಗೆ ಗುಂಡು: [337, 799, 545, 820]
- website-links: [187, 68, 325, 98]
- story1-text-col2: ಹಣ್ಣುಹಂಪಲು, ಬ್ರೆಡ್ ವಿತರಿಸಲಾಯಿತು. ರೋಗಿಗಳಿಗೆ ಹಣ್ಣು ವಿತರಣೆ: ನಗರದ ಚಾಮರಾಜಪೇಟೆಯಲ್ಲಿರುವ ಜಮೀರ್ ಅಹಮದ್ ಖಾನ್ ಅವರ ಹುಟ್ಟುಹಬ್ಬದ ಕೊಂಡಿಯ ಅಧ್ಯಕ್ಷ ಅಲ್ತಾಫ್ ಖಾನ್, ಬ್ಲಾಕ್ ಕಾಂಗ್ರೆಸ್ ಅಧ್ಯಕ್ಷ ವಿನಾಯಕ್, ಮುಖಂಡರಾದ ಶಿವ ಕುಮಾರ್, ಗಣೇಶ್, ಸಚಿವರ ಆಪ್ತ ಸಹಾಯಕರು ಅವರು ಆಯೋಜಿಸಿದ್ದರು. ನಗರದ ವಿವಿಧ ಆಸ್ಪತ್ರೆಗಳ ರೋಗಿಗಳಿಗೆ ಹಣ್ಣು, ಬ್ರೆಡ್ ವಿತರಿಸಲಾಯಿತು. ಶಾಲಾ ಮಕ್ಕಳಿಗೆ ಬ್ಯಾಗ್, ನೋಟ್ ಬುಕ್ ವಿತರಿಸಿದರು. ಸಂಗೀತ ವೃತ್ತದಲ್ಲಿ ಮುಖಂಡ ನೇತೃತ್ವದಲ್ಲಿ ಸಾರ್ವಜನಿಕರಿಗೆ ಅನ್ನ ಸಂತರ್ಪಣೆ ಏರ್ಪಡಿಸಲಾಗಿತ್ತು. ವಿವಿಧ ದರ್ಗಾ, ಮಸೀದಿಗಳಲ್ಲಿ ವಿಶೇಷ ಪ್ರಾರ್ಥನೆ ಸಲ್ಲಿಸಲಾಯಿತು.: [440, 144, 578, 248]
- delhi-visit-text-col1: ಎಐಸಿಸಿ ಪ್ರಧಾನ ಕಾರ್ಯದರ್ಶಿ ರಣದೀಪ್ ಸಿಂಗ್ ಸುರ್ಜೇವಾಲಾ ನೇತೃತ್ವದಲ್ಲಿ ಶಾಸಕರ ಸಭೆ ನಡೆದ ಬೆನ್ನಲ್ಲೇ ಮುಖ್ಯಮಂತ್ರಿ ಸಿದ್ದರಾಮಯ್ಯ ಹಾಗೂ ಉಪಮುಖ್ಯಮಂತ್ರಿ ಡಿ.ಕೆ. ಶಿವಕುಮಾರ್ ಅವರು ಎರಡು ದಿನ ದೆಹಲಿ ಪ್ರವಾಸ ಕೈಗೊಳ್ಳಲಿದ್ದಾರೆ. ಹೈಕಮಾಂಡ್ ನಾಯಕರನ್ನು ಭೇಟಿಯಾಗಿ ರಾಜ್ಯ ರಾಜಕೀಯ ಬೆಳವಣಿಗೆಗಳ ಕುರಿತು ಚರ್ಚಿಸಲಿದ್ದಾರೆ. ಸಚಿವ ಸಂಪುಟ ಪುನಾರಚನೆ ವಿಷಯವೂ ಪ್ರಸ್ತಾಪವಾಗುವ ಸಾಧ್ಯತೆ ಇದೆ.: [22, 1066, 188, 1122]
- story1-byline: ಸುದ್ದಿಮೂಲ ವಾರ್ತೆ,: [22, 144, 71, 152]
- newspaper-logo: ಸುದ್ದಿಮೂಲ: [774, 62, 874, 93]
